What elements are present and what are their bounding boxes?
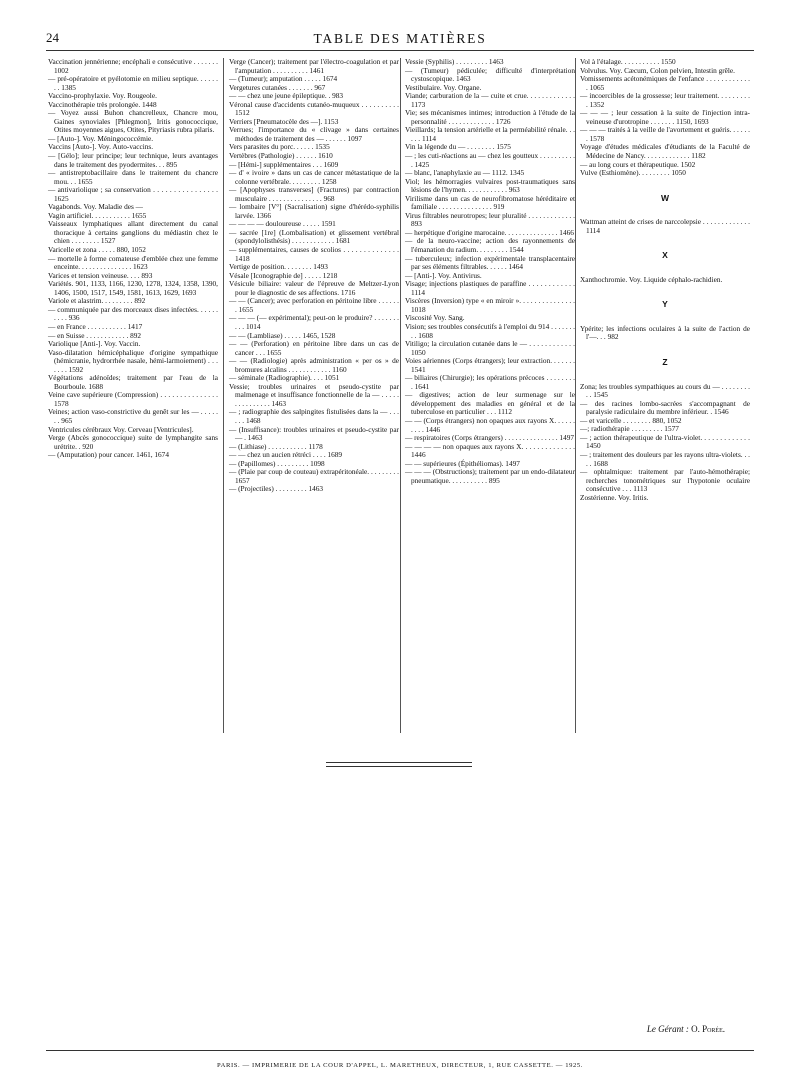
index-entry: — de la neuro-vaccine; action des rayonnements de l'émanation du radium. . . . . . . . . 1544 xyxy=(405,236,575,255)
index-column-3 xyxy=(405,58,575,485)
page-number: 24 xyxy=(46,30,59,45)
index-entry: — supplémentaires, causes de scolios . . . . . . . . . . . . . . 1418 xyxy=(229,245,399,263)
index-entry: — (Lithiase) . . . . . . . . . . . 1178 xyxy=(229,441,323,451)
index-entry: — (Tumeur) pédiculée; difficulté d'interprétation cystoscopique. 1463 xyxy=(405,65,575,84)
printer-line: PARIS. — IMPRIMERIE DE LA COUR D'APPEL, L. MARETHEUX, DIRECTEUR, 1, RUE CASSETTE. — 1925. xyxy=(216,1062,584,1069)
index-entry: — (Amputation) pour cancer. 1461, 1674 xyxy=(48,450,169,460)
index-entry: —; radiothérapie . . . . . . . . . 1577 xyxy=(580,424,679,434)
index-entry: Vaisseaux lymphatiques allant directement du canal thoracique à certains ganglions du médiastin chez le chien . . . . . . . . 1527 xyxy=(48,219,218,246)
index-entry: — lombaire [V°] (Sacralisation) signe d'hérédo-syphilis larvée. 1366 xyxy=(229,202,399,220)
index-entry: — [Anti-]. Voy. Antivirus. xyxy=(405,270,482,280)
index-entry: Véronal cause d'accidents cutanéo-muqueux . . . . . . . . . . 1512 xyxy=(229,99,399,118)
index-entry: — respiratoires (Corps étrangers) . . . . . . . . . . . . . . . 1497 xyxy=(405,433,575,443)
index-entry: Wattman atteint de crises de narccolepsie . . . . . . . . . . . . . 1114 xyxy=(580,217,750,235)
index-entry: — — — ; leur cessation à la suite de l'injection intra-veineuse d'urotropine . . . . . . . 1150, 1693 xyxy=(580,108,750,126)
index-entry: — biliaires (Chirurgie); les opérations précoces . . . . . . . . . 1641 xyxy=(405,373,575,391)
index-entry: Vision; ses troubles consécutifs à l'emploi du 914 . . . . . . . . . 1608 xyxy=(405,321,575,340)
index-entry: — ; action thérapeutique de l'ultra-violet. . . . . . . . . . . . . 1450 xyxy=(580,432,750,451)
index-entry: Vaccinothérapie très prolongée. 1448 xyxy=(48,99,157,109)
footer-rule xyxy=(46,1050,754,1051)
index-entry: Vaccino-prophylaxie. Voy. Rougeole. xyxy=(48,91,157,101)
index-entry: Viscosité Voy. Sang. xyxy=(405,313,465,323)
gerant-label: Le Gérant : xyxy=(646,1024,689,1034)
index-entry: Varicelle et zona . . . . . 880, 1052 xyxy=(48,245,146,255)
index-entry: Volvulus. Voy. Cæcum, Colon pelvien, Intestin grêle. xyxy=(580,65,735,75)
index-entry: Vomissements acétonémiques de l'enfance . . . . . . . . . . . . . 1065 xyxy=(580,74,750,92)
index-entry: — [Hémi-] supplémentaires . . . 1609 xyxy=(229,159,339,169)
index-entry: — incoercibles de la grossesse; leur traitement. . . . . . . . . . 1352 xyxy=(580,91,750,109)
index-entry: Voies aériennes (Corps étrangers); leur extraction. . . . . . . 1541 xyxy=(405,356,575,374)
index-entry: — blanc, l'anaphylaxie au — 1112. 1345 xyxy=(405,168,525,178)
index-entry: Vésicule biliaire: valeur de l'épreuve de Meltzer-Lyon pour le diagnostic de ses affections. 1716 xyxy=(229,279,399,297)
index-entry: Vestibulaire. Voy. Organe. xyxy=(405,82,482,92)
index-entry: Vin la légende du — . . . . . . . . 1575 xyxy=(405,142,511,152)
index-entry: Vagabonds. Voy. Maladie des — xyxy=(48,202,143,212)
index-entry: Veines; action vaso-constrictive du genêt sur les — . . . . . . . 965 xyxy=(48,407,218,425)
index-entry: — — — (— expérimental); peut-on le produire? . . . . . . . . . . 1014 xyxy=(229,313,399,331)
header-rule xyxy=(46,50,754,51)
index-entry: Variétés. 901, 1133, 1166, 1230, 1278, 1324, 1358, 1390, 1406, 1500, 1517, 1549, 1581, 1613, 1629, 1693 xyxy=(48,279,218,297)
index-entry: — — supérieures (Épithéliomas). 1497 xyxy=(405,458,520,468)
index-entry: Vulve (Esthiomène). . . . . . . . . 1050 xyxy=(580,168,686,178)
section-letter: Z xyxy=(662,357,668,368)
index-entry: — mortelle à forme comateuse d'emblée chez une femme enceinte. . . . . . . . . . . . . . . 1623 xyxy=(48,253,218,272)
index-entry: — des racines lombo-sacrées s'accompagnant de paralysie radiculaire du membre inférieur. . 1546 xyxy=(580,398,750,417)
index-entry: — herpétique d'origine marocaine. . . . . . . . . . . . . . . 1466 xyxy=(405,227,574,237)
index-entry: — — chez un aucien rétréci . . . . 1689 xyxy=(229,450,343,460)
index-entry: — et varicelle . . . . . . . . 880, 1052 xyxy=(580,415,682,425)
index-entry: Zona; les troubles sympathiques au cours du — . . . . . . . . . . 1545 xyxy=(580,381,750,400)
page-title: TABLE DES MATIÈRES xyxy=(313,31,487,46)
index-entry: Vésale [Iconographie de] . . . . . 1218 xyxy=(229,270,338,280)
index-entry: — en Suisse . . . . . . . . . . . . 892 xyxy=(48,330,142,340)
index-entry: — antivariolique ; sa conservation . . . . . . . . . . . . . . . . 1625 xyxy=(48,185,218,203)
index-entry: Ypérite; les infections oculaires à la suite de l'action de l'—. . . 982 xyxy=(580,323,750,342)
index-entry: Viande; carburation de la — cuite et crue. . . . . . . . . . . . . 1173 xyxy=(405,91,575,109)
index-entry: Vergetures cutanées . . . . . . . 967 xyxy=(229,82,326,92)
index-entry: — (Plaie par coup de couteau) extrapéritonéale. . . . . . . . . 1657 xyxy=(229,467,399,485)
column-divider xyxy=(400,58,401,733)
index-entry: — ophtalmique: traitement par l'auto-hémothérapie; recherches tonométriques sur l'hypotonie oculaire consécutive . . . 1113 xyxy=(580,467,750,494)
index-entry: Ventricules cérébraux Voy. Cerveau [Ventricules]. xyxy=(48,424,194,434)
index-entry: Veine cave supérieure (Compression) . . . . . . . . . . . . . . . 1578 xyxy=(48,390,218,408)
index-entry: — [Gélo]; leur principe; leur technique, leurs avantages dans le traitement des pyodermites. . . 895 xyxy=(48,151,218,169)
index-entry: Vaso-dilatation hémicéphalique d'origine sympathique (hémicranie, hydrorrhée nasale, hémi-larmoiement) . . . . . . . 1592 xyxy=(48,347,218,374)
index-entry: — — — — douloureuse . . . . . 1591 xyxy=(229,219,336,229)
index-entry: — ; les cuti-réactions au — chez les goutteux . . . . . . . . . . . 1425 xyxy=(405,151,575,169)
gerant-signature xyxy=(647,1024,725,1034)
index-entry: Verge (Abcès gonococcique) suite de lymphangite sans urétrite. . 920 xyxy=(48,433,218,451)
index-entry: Viscères (Inversion) type « en miroir ». . . . . . . . . . . . . . . 1018 xyxy=(405,296,575,314)
index-entry: Voyage d'études médicales d'étudiants de la Faculté de Médecine de Nancy. . . . . . . . . . . . . 1182 xyxy=(580,142,750,161)
index-entry: Vol à l'étalage. . . . . . . . . . . 1550 xyxy=(580,57,676,66)
index-entry: — — (Perforation) en péritoine libre dans un cas de cancer . . . 1655 xyxy=(229,339,399,357)
index-column-4 xyxy=(580,58,750,502)
index-entry: — communiquée par des morceaux dises infectées. . . . . . . . . . 936 xyxy=(48,304,218,323)
index-entry: — — — (Obstructions); traitement par un endo-dilatateur pneumatique. . . . . . . . . . . 895 xyxy=(405,467,575,485)
index-entry: Virilisme dans un cas de neurofibromatose héréditaire et familiale . . . . . . . . . . . . . . . 919 xyxy=(405,193,575,212)
index-entry: Vessie; troubles urinaires et pseudo-cystite par malmenage et insuffisance fonctionnelle de la — . . . . . . . . . . . . . . . 1463 xyxy=(229,381,399,408)
index-entry: — — — — non opaques aux rayons X. . . . . . . . . . . . . . 1446 xyxy=(405,441,575,460)
index-column-2 xyxy=(229,58,399,494)
index-entry: Virus filtrables neurotropes; leur pluralité . . . . . . . . . . . . . 893 xyxy=(405,210,575,229)
column-divider xyxy=(223,58,224,733)
index-entry: — au long cours et thérapeutique. 1502 xyxy=(580,159,696,169)
index-entry: — — (Corps étrangers) non opaques aux rayons X. . . . . . . . . . 1446 xyxy=(405,415,575,434)
index-entry: Vaccins [Auto-]. Voy. Auto-vaccins. xyxy=(48,142,154,152)
index-entry: Vessie (Syphilis) . . . . . . . . . 1463 xyxy=(405,57,504,66)
index-entry: — — — traités à la veille de l'avortement et guéris. . . . . . . 1578 xyxy=(580,125,750,143)
index-column-1 xyxy=(48,58,218,460)
index-entry: Variolique [Anti-]. Voy. Vaccin. xyxy=(48,339,141,349)
index-entry: — (Tumeur); amputation . . . . . 1674 xyxy=(229,74,338,84)
index-entry: — — (Cancer); avec perforation en péritoine libre . . . . . . . 1655 xyxy=(229,296,399,314)
index-entry: — pré-opératoire et pyélotomie en milieu septique. . . . . . . . 1385 xyxy=(48,74,218,92)
index-entry: Vertige de position. . . . . . . . 1493 xyxy=(229,262,328,272)
index-entry: Varices et tension veineuse. . . . 893 xyxy=(48,270,153,280)
index-entry: — tuberculeux; infection expérimentale transplacentaire par ses éléments filtrables. . . . . . 1464 xyxy=(405,253,575,272)
index-entry: Viol; les hémorragies vulvaires post-traumatiques sans lésions de l'hymen. . . . . . . . . . . . 963 xyxy=(405,176,575,195)
index-entry: Vagin artificiel. . . . . . . . . . . 1655 xyxy=(48,210,147,220)
index-entry: — — chez une jeune épileptique. . 983 xyxy=(229,91,344,101)
index-entry: Visage; injections plastiques de paraffine . . . . . . . . . . . . 1114 xyxy=(405,279,575,297)
index-entry: — en France . . . . . . . . . . . 1417 xyxy=(48,321,143,331)
index-entry: Xanthochromie. Voy. Liquide céphalo-rachidien. xyxy=(580,274,723,284)
index-entry: — (Insuffisance): troubles urinaires et pseudo-cystite par — . 1463 xyxy=(229,424,399,443)
gerant-name: O. Porée. xyxy=(691,1024,725,1034)
end-rule xyxy=(326,766,472,767)
index-entry: — — (Lambliase) . . . . . 1465, 1528 xyxy=(229,330,336,340)
index-entry: Vie; ses mécanismes intimes; introduction à l'étude de la personnalité . . . . . . . . . . . . . 1726 xyxy=(405,108,575,126)
index-entry: — (Projectiles) . . . . . . . . . 1463 xyxy=(229,484,324,494)
section-letter: X xyxy=(662,250,668,261)
index-entry: — digestives; action de leur surmenage sur le développement des maladies en général et de la tuberculose en particulier . . . 1112 xyxy=(405,390,575,417)
index-entry: Variole et alastrim. . . . . . . . . 892 xyxy=(48,296,146,306)
index-entry: — sacrée [1re] (Lombalisation) et glissement vertébral (spondylolisthésis) . . . . . . . . . . . . 1681 xyxy=(229,227,399,246)
index-entry: — [Auto-]. Voy. Méningococcémie. xyxy=(48,133,154,143)
index-entry: Vitiligo; la circulation cutanée dans le — . . . . . . . . . . . . 1050 xyxy=(405,339,575,357)
index-entry: — antistreptobacillaire dans le traitement du chancre mou. . . 1655 xyxy=(48,168,218,186)
index-entry: Verge (Cancer); traitement par l'électro-coagulation et par l'amputation . . . . . . . . . . 1461 xyxy=(229,57,399,75)
index-entry: — — (Radiologie) après administration « per os » de bromures alcalins . . . . . . . . . . . . 1160 xyxy=(229,356,399,374)
column-divider xyxy=(575,58,576,733)
index-entry: — [Apophyses transverses] (Fractures) par contraction musculaire . . . . . . . . . . . . . . . 968 xyxy=(229,185,399,203)
index-entry: — d' « ivoire » dans un cas de cancer métastatique de la colonne vertébrale. . . . . . . . . 1258 xyxy=(229,168,399,186)
index-entry: Vers parasites du porc. . . . . . 1535 xyxy=(229,142,330,152)
section-letter: W xyxy=(660,192,670,203)
index-entry: — ; radiographie des salpingites fistulisées dans la — . . . . . . 1468 xyxy=(229,407,399,425)
index-entry: Verrues; l'importance du « clivage » dans certaines méthodes de traitement des — . . . . . . 1097 xyxy=(229,125,399,143)
index-entry: Verriers [Pneumatocèle des —]. 1153 xyxy=(229,116,339,126)
index-entry: Zostérienne. Voy. Iritis. xyxy=(580,492,649,502)
index-entry: — ; traitement des douleurs par les rayons ultra-violets. . . . . 1688 xyxy=(580,449,750,468)
end-rule xyxy=(326,762,472,763)
index-entry: — Voyez aussi Buhon chancrelleux, Chancre mou, Gaines synoviales [Phlegmon], Iritis gonococcique, Otites moyennes aigues, Otites, Pityriasis rubra pilaris. xyxy=(48,108,218,135)
index-entry: Vieillards; la tension artérielle et la perméabilité rénale. . . . . . 1114 xyxy=(405,125,575,143)
index-entry: — séminale (Radiographie). . . . 1051 xyxy=(229,373,340,383)
index-entry: Vaccination jennérienne; encéphali e consécutive . . . . . . . 1002 xyxy=(48,57,218,75)
section-letter: Y xyxy=(662,299,668,310)
index-entry: Vertèbres (Pathologie) . . . . . . 1610 xyxy=(229,151,333,161)
index-entry: — (Papillomes) . . . . . . . . . 1098 xyxy=(229,458,325,468)
index-entry: Végétations adénoïdes; traitement par l'eau de la Bourboule. 1688 xyxy=(48,373,218,391)
